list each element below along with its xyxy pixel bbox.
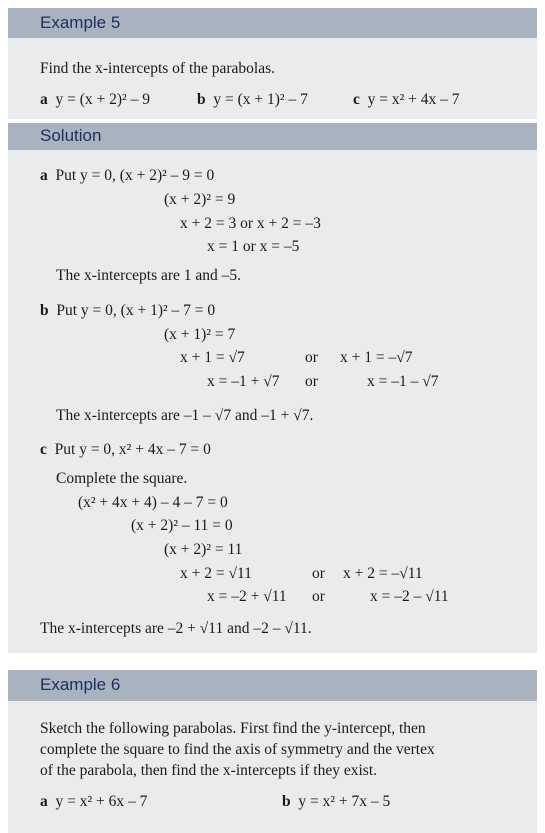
part-label: b <box>40 302 49 319</box>
solution-b-line4-right: x = –1 – √7 <box>367 373 439 390</box>
part-expr: y = x² + 7x – 5 <box>298 793 391 810</box>
example-6-prompt-line3: of the parabola, then find the x-intercepts if they exist. <box>40 762 378 779</box>
example-5-part-c <box>353 91 460 109</box>
solution-b-line3-left: x + 1 = √7 <box>180 349 245 366</box>
example-5-part-a <box>40 91 150 109</box>
solution-b-line2: (x + 1)² = 7 <box>164 326 236 343</box>
solution-b-line1: b Put y = 0, (x + 1)² – 7 = 0 <box>40 302 216 319</box>
solution-b-line4-left: x = –1 + √7 <box>207 373 280 390</box>
solution-b-line3-right: x + 1 = –√7 <box>340 349 413 366</box>
example-5-title: Example 5 <box>40 13 121 32</box>
solution-c-line6-left: x + 2 = √11 <box>180 565 252 582</box>
part-expr: y = x² + 6x – 7 <box>55 793 148 810</box>
solution-c-line6-right: x + 2 = –√11 <box>343 565 423 582</box>
example-5-prompt: Find the x-intercepts of the parabolas. <box>40 60 276 77</box>
part-label: b <box>197 91 206 108</box>
solution-title: Solution <box>40 126 102 145</box>
part-expr: y = (x + 2)² – 9 <box>55 91 150 108</box>
example-6-part-a <box>40 793 147 811</box>
solution-c-conclusion: The x-intercepts are –2 + √11 and –2 – √11. <box>40 620 312 637</box>
example-6-title: Example 6 <box>40 675 121 694</box>
solution-c-line7-right: x = –2 – √11 <box>370 588 449 605</box>
solution-c-line7-or: or <box>312 588 325 605</box>
solution-c-line6-or: or <box>312 565 325 582</box>
solution-a-line1: a Put y = 0, (x + 2)² – 9 = 0 <box>40 167 215 184</box>
solution-a-line3: x + 2 = 3 or x + 2 = –3 <box>180 215 321 232</box>
example-6-prompt-line1: Sketch the following parabolas. First find the y-intercept, then <box>40 720 426 737</box>
part-label: b <box>282 793 291 810</box>
solution-header <box>8 123 537 150</box>
example-6-prompt-line2: complete the square to find the axis of symmetry and the vertex <box>40 741 435 758</box>
solution-a-line2: (x + 2)² = 9 <box>164 191 236 208</box>
example-6-header <box>8 670 537 701</box>
solution-c-line7-left: x = –2 + √11 <box>207 588 287 605</box>
example-5-part-b <box>197 91 308 109</box>
part-label: c <box>353 91 360 108</box>
example-6-part-b <box>282 793 390 811</box>
solution-b-line3-or: or <box>305 349 318 366</box>
example-5-header <box>8 8 537 38</box>
part-label: a <box>40 167 48 184</box>
part-expr: y = (x + 1)² – 7 <box>213 91 308 108</box>
solution-c-line3: (x² + 4x + 4) – 4 – 7 = 0 <box>78 494 228 511</box>
solution-c-line5: (x + 2)² = 11 <box>164 541 243 558</box>
solution-b-line4-or: or <box>305 373 318 390</box>
solution-c-line2: Complete the square. <box>56 470 188 487</box>
part-expr: y = x² + 4x – 7 <box>367 91 460 108</box>
solution-a-line4: x = 1 or x = –5 <box>207 238 300 255</box>
solution-c-line1: c Put y = 0, x² + 4x – 7 = 0 <box>40 441 211 458</box>
part-label: a <box>40 793 48 810</box>
solution-a-conclusion: The x-intercepts are 1 and –5. <box>56 267 242 284</box>
solution-c-line4: (x + 2)² – 11 = 0 <box>131 517 233 534</box>
solution-b-conclusion: The x-intercepts are –1 – √7 and –1 + √7. <box>56 407 314 424</box>
part-label: c <box>40 441 47 458</box>
part-label: a <box>40 91 48 108</box>
